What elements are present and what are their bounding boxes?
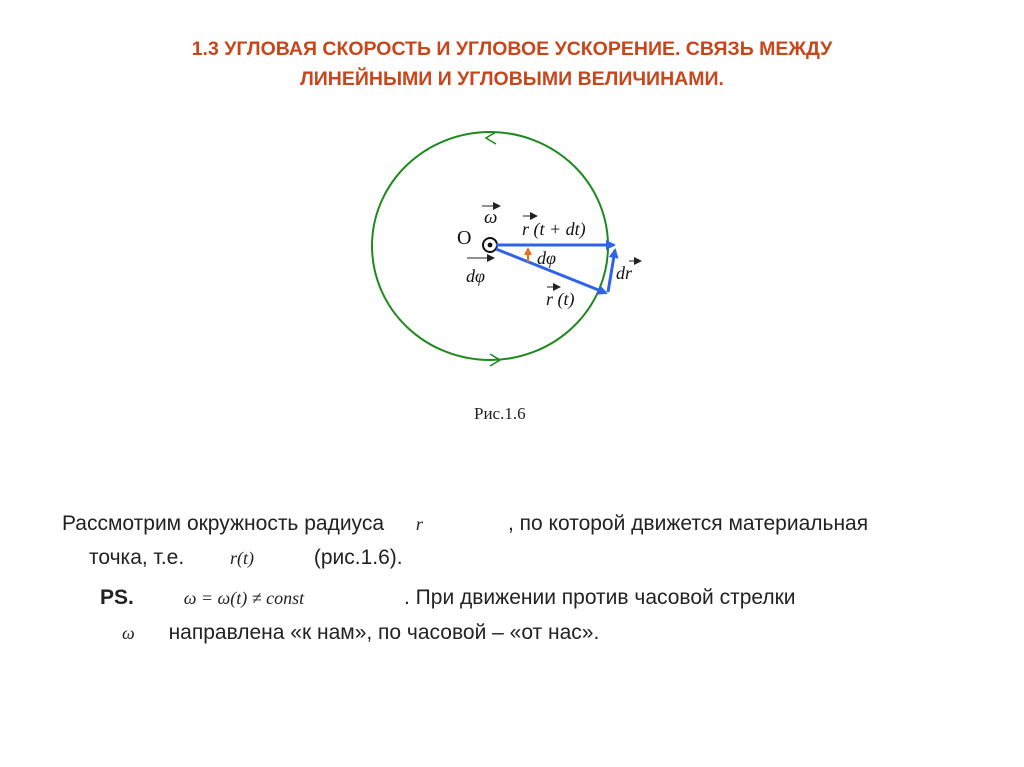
r-t-label: r (t) [546,289,575,309]
circle-direction-top-icon [486,132,496,144]
r-t-dt-label: r (t + dt) [522,219,586,239]
math-r: r [415,514,423,534]
omega-label: ω [484,207,498,228]
text-ps-a: . При движении против часовой стрелки [404,586,796,609]
paragraph-line-1b [508,512,868,536]
title-line-2: ЛИНЕЙНЫМИ И УГЛОВЫМИ ВЕЛИЧИНАМИ. [300,68,724,90]
text-last-b: направлена «к нам», по часовой – «от нас». [168,621,600,644]
paragraph-line-1 [62,512,423,536]
text-p2-b: (рис.1.6). [313,546,403,569]
math-r-t: r(t) [230,548,255,568]
text-p1-a: Рассмотрим окружность радиуса [62,512,384,535]
vector-dr [608,250,615,292]
title-line-1: 1.3 УГЛОВАЯ СКОРОСТЬ И УГЛОВОЕ УСКОРЕНИЕ. СВЯЗЬ МЕЖДУ [191,38,833,60]
figure-caption: Рис.1.6 [474,404,526,423]
last-line [122,621,599,645]
dr-label: dr [616,263,633,283]
text-p1-b: , по которой движется материальная [508,512,869,535]
dphi-vector-label: dφ [466,266,485,286]
ps-line [100,586,304,610]
math-omega: ω [122,623,135,643]
origin-center-dot [488,243,493,248]
math-omega-const: ω = ω(t) ≠ const [183,588,305,608]
paragraph-line-2 [89,546,403,570]
dphi-angle-label: dφ [537,248,556,268]
ps-label: PS. [100,586,134,609]
text-p2-a: точка, т.е. [89,546,185,569]
origin-label: O [457,227,472,249]
ps-line-b [404,586,796,610]
